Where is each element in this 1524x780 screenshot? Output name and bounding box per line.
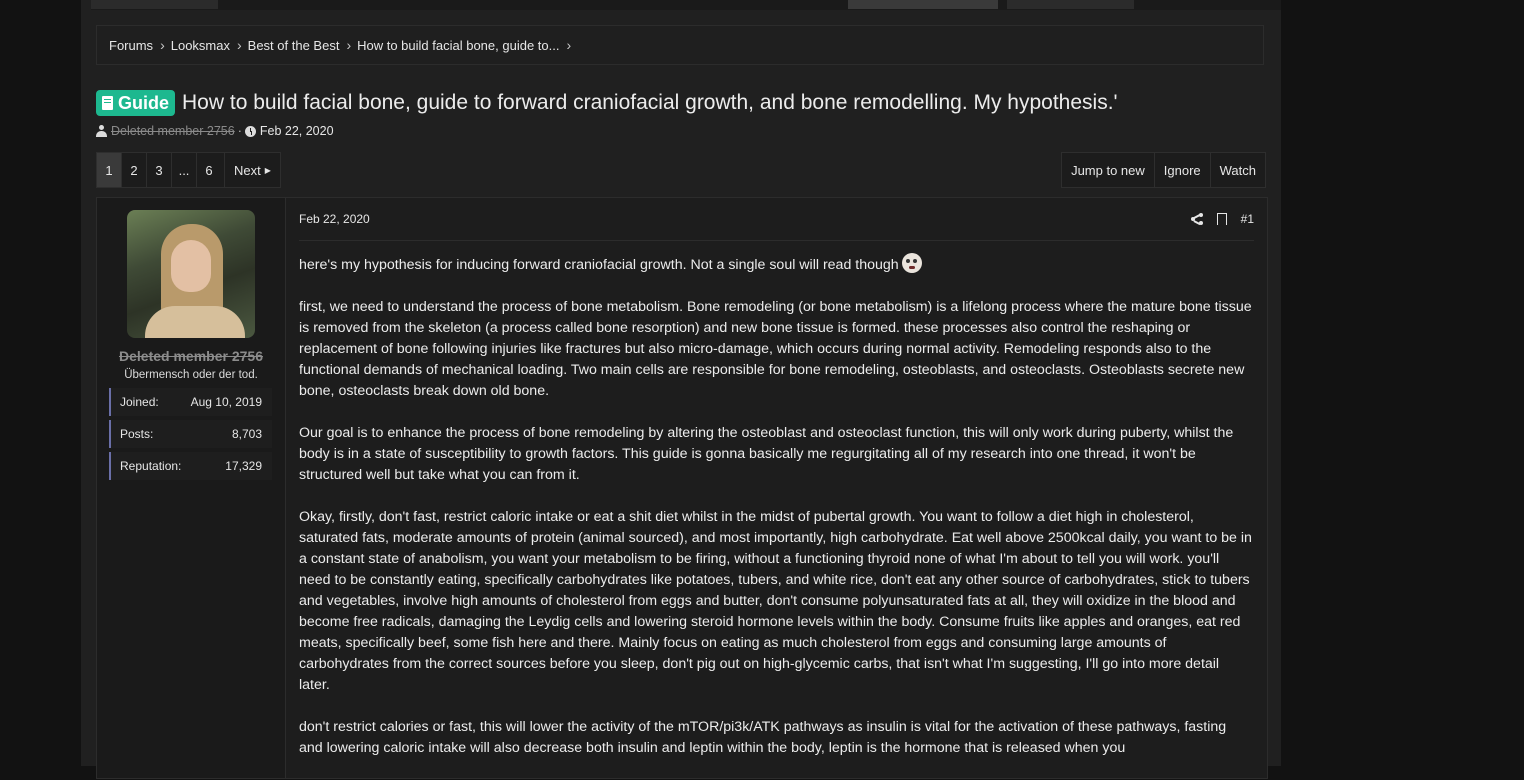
ignore-button[interactable]: Ignore	[1154, 153, 1210, 187]
avatar[interactable]	[127, 210, 255, 338]
post-number[interactable]: #1	[1240, 212, 1254, 226]
book-icon	[102, 96, 113, 110]
paragraph-text: here's my hypothesis for inducing forward craniofacial growth. Not a single soul will read though	[299, 257, 899, 273]
breadcrumb-label: Looksmax	[170, 37, 230, 53]
stat-value[interactable]: 8,703	[231, 427, 262, 441]
post-username[interactable]: Deleted member 2756	[119, 348, 263, 364]
nav-tab-active[interactable]	[848, 0, 998, 9]
pagination	[96, 152, 281, 188]
breadcrumb-label: Best of the Best	[247, 37, 340, 53]
skull-emoji-icon	[902, 253, 922, 273]
avatar-face	[171, 240, 211, 292]
stat-joined	[109, 388, 272, 416]
top-nav-bar	[91, 0, 1281, 10]
chevron-right-icon: ›	[346, 37, 352, 53]
page-title: How to build facial bone, guide to forward craniofacial growth, and bone remodelling. My hypothesis.'	[182, 91, 1118, 114]
bookmark-icon[interactable]	[1217, 213, 1227, 225]
post-paragraph: first, we need to understand the process of bone metabolism. Bone remodeling (or bone metabolism) is a lifelong process where the mature bone tissue is removed from the skeleton (a process called bone resorption) and new bone tissue is formed. these processes also control the reshaping or replacement of bone following injuries like fractures but also micro-damage, which occurs during normal activity. Remodeling responds also to the functional demands of mechanical loading. Two main cells are responsible for bone remodeling, osteoblasts, and osteoclasts. Osteoblasts secrete new bone, osteoclasts break down old bone.	[299, 299, 1252, 399]
user-icon	[96, 125, 107, 137]
jump-to-new-button[interactable]: Jump to new	[1071, 162, 1145, 178]
breadcrumb-item-best-of-the-best[interactable]	[248, 38, 357, 53]
prefix-label: Guide	[118, 92, 170, 113]
avatar-body	[145, 306, 245, 338]
meta-separator: ·	[237, 124, 242, 138]
thread-date[interactable]: Feb 22, 2020	[259, 124, 334, 138]
forum-page	[81, 0, 1281, 766]
share-icon[interactable]	[1191, 213, 1203, 225]
page-ellipsis[interactable]: ...	[172, 153, 197, 187]
post-header	[299, 198, 1254, 241]
post-user-cell	[97, 198, 286, 778]
chevron-right-icon: ›	[566, 37, 572, 53]
breadcrumb-label: Forums	[109, 37, 154, 53]
thread-actions	[1061, 152, 1266, 188]
guide-prefix-badge[interactable]	[96, 90, 175, 116]
thread-title-row	[96, 90, 1118, 116]
page-button-1[interactable]: 1	[97, 153, 122, 187]
watch-button[interactable]: Watch	[1210, 153, 1265, 187]
post-tools	[1191, 212, 1254, 226]
post-paragraph	[299, 253, 1252, 276]
nav-tab[interactable]	[91, 0, 218, 9]
page-button-6[interactable]: 6	[205, 162, 213, 178]
page-button-2[interactable]: 2	[122, 153, 147, 187]
stat-value: 17,329	[225, 459, 262, 473]
caret-right-icon: ▶	[264, 165, 271, 175]
post-paragraph: Okay, firstly, don't fast, restrict caloric intake or eat a shit diet whilst in the midst of pubertal growth. You want to follow a diet high in cholesterol, saturated fats, moderate amounts of protein (animal sourced), and most importantly, high carbohydrate. Eat well above 2500kcal daily, you want to be in a constant state of anabolism, you want your metabolism to be firing, without a functioning thyroid none of what I'm about to tell you will work. you'll need to be constantly eating, specifically carbohydrates like potatoes, tubers, and white rice, don't eat any other source of carbohydrates, stick to tubers and vegetables, involve high amounts of cholesterol from eggs and butter, don't consume polyunsaturated fats at all, they will oxidize in the blood and become free radicals, damaging the Leydig cells and lowering steroid hormone levels within the body. Consume fruits like apples and oranges, eat red meats, specifically beef, some fish here and there. Mainly focus on eating as much cholesterol from eggs and consuming large amounts of carbohydrates from the correct sources before you sleep, don't pig out on high-glycemic carbs, that isn't what I'm suggesting, I'll go into more detail later.	[299, 509, 1252, 693]
clock-icon	[245, 126, 256, 137]
stat-label: Posts:	[120, 427, 154, 441]
breadcrumb-item-thread[interactable]	[357, 38, 577, 53]
stat-label: Joined:	[120, 395, 159, 409]
post-paragraph: Our goal is to enhance the process of bone remodeling by altering the osteoblast and osteoclast function, this will only work during puberty, whilst the body is in a state of susceptibility to growth factors. This guide is gonna basically me regurgitating all of my research into one thread, it won't be structured well but take what you can from it.	[299, 425, 1234, 483]
chevron-right-icon: ›	[236, 37, 242, 53]
stat-value: Aug 10, 2019	[190, 395, 262, 409]
next-label: Next	[234, 162, 261, 178]
post-date[interactable]: Feb 22, 2020	[299, 212, 370, 226]
nav-tab[interactable]	[1007, 0, 1134, 9]
breadcrumb-item-forums[interactable]	[109, 38, 171, 53]
post-content	[299, 253, 1252, 780]
breadcrumb	[96, 25, 1264, 65]
page-button-3[interactable]: 3	[147, 153, 172, 187]
stat-posts	[109, 420, 272, 448]
post	[96, 197, 1268, 779]
thread-meta	[96, 124, 334, 138]
breadcrumb-label: How to build facial bone, guide to...	[357, 37, 560, 53]
chevron-right-icon: ›	[160, 37, 165, 53]
stat-label: Reputation:	[120, 459, 182, 473]
stat-reputation	[109, 452, 272, 480]
post-paragraph: don't restrict calories or fast, this will lower the activity of the mTOR/pi3k/ATK pathways as insulin is vital for the activation of these pathways, fasting and lowering caloric intake will also decrease both insulin and leptin within the body, leptin is the hormone that is released when you	[299, 719, 1227, 756]
next-page-button[interactable]	[224, 153, 280, 187]
breadcrumb-item-looksmax[interactable]	[171, 38, 248, 53]
post-user-title: Übermensch oder der tod.	[124, 369, 258, 381]
thread-author[interactable]: Deleted member 2756	[111, 124, 235, 138]
